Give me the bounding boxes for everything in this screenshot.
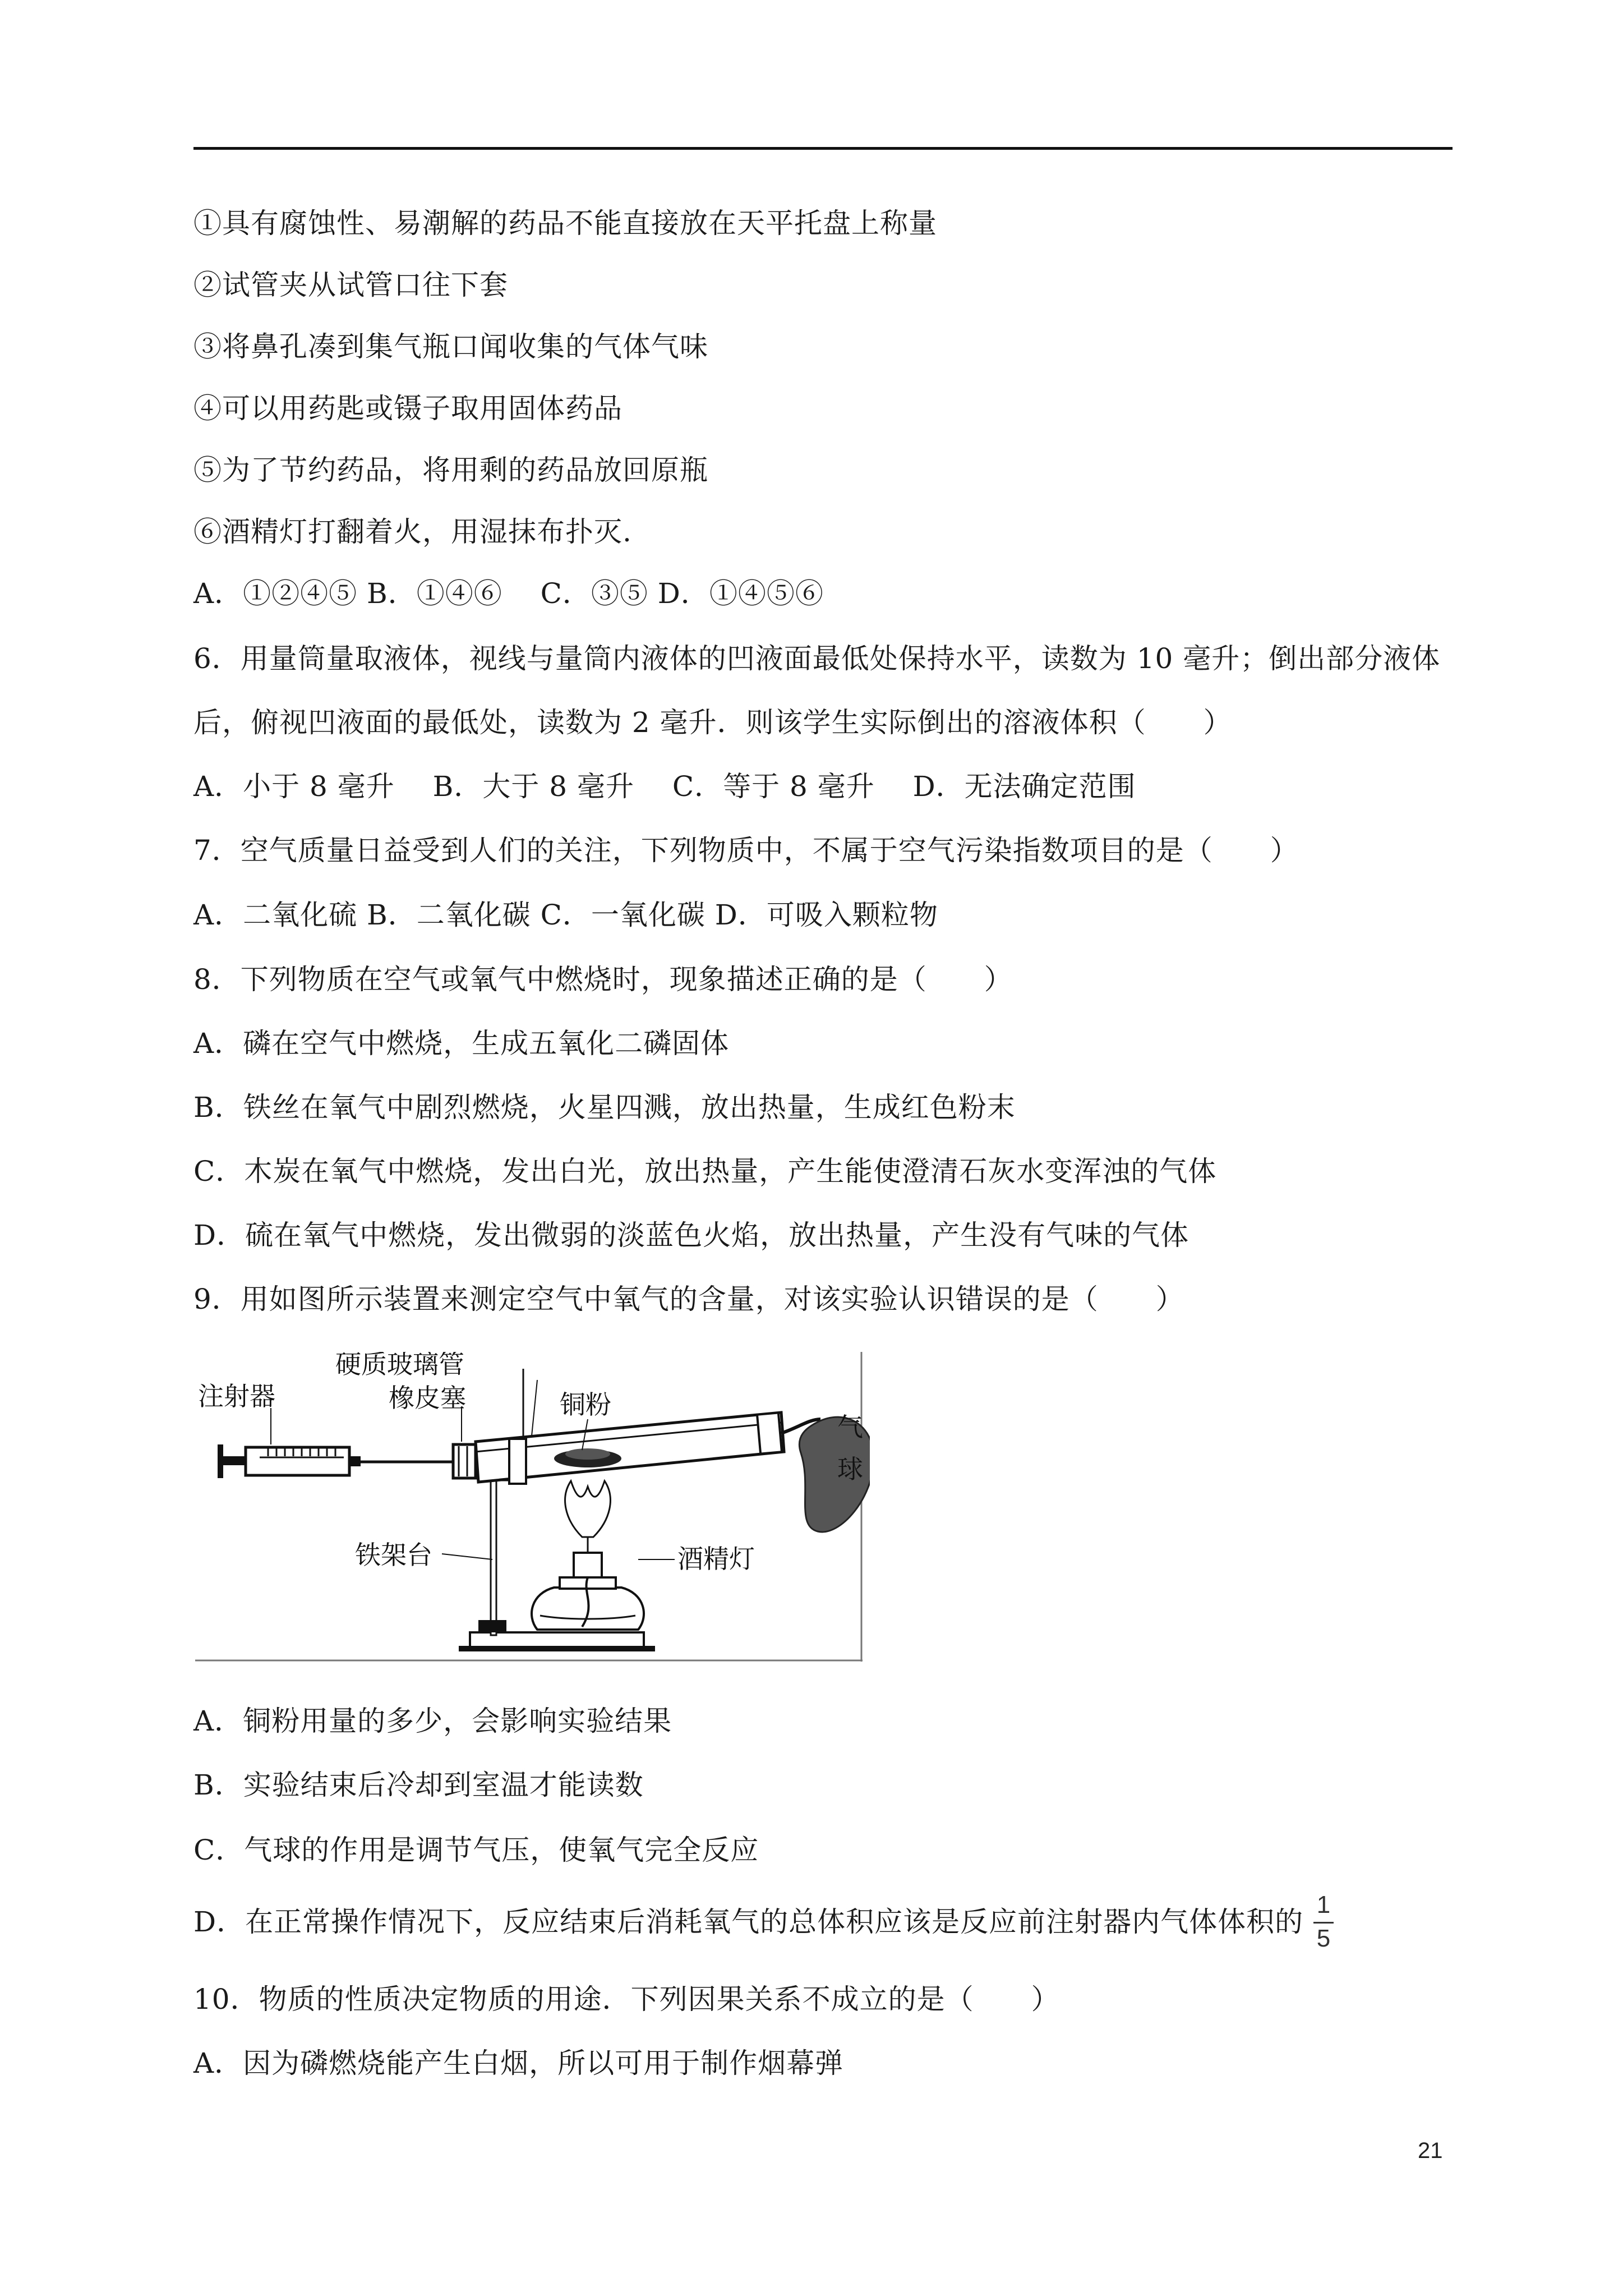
q8-option-a: A．磷在空气中燃烧，生成五氧化二磷固体 [193, 1027, 730, 1060]
statement-1: ①具有腐蚀性、易潮解的药品不能直接放在天平托盘上称量 [193, 207, 937, 240]
statement-2: ②试管夹从试管口往下套 [193, 269, 508, 301]
q5-options: A．①②④⑤ B．①④⑥ C．③⑤ D．①④⑤⑥ [193, 577, 824, 610]
q9-stem: 9．用如图所示装置来测定空气中氧气的含量，对该实验认识错误的是（ ） [193, 1283, 1184, 1315]
header-rule [193, 147, 1453, 150]
q8-option-d: D．硫在氧气中燃烧，发出微弱的淡蓝色火焰，放出热量，产生没有气味的气体 [193, 1219, 1189, 1251]
q8-option-c: C．木炭在氧气中燃烧，发出白光，放出热量，产生能使澄清石灰水变浑浊的气体 [193, 1155, 1217, 1188]
q10-option-a: A．因为磷燃烧能产生白烟，所以可用于制作烟幕弹 [193, 2047, 844, 2079]
fraction-bar [1313, 1922, 1334, 1924]
label-alcohol-lamp: 酒精灯 [677, 1544, 755, 1574]
label-rubber-stopper: 橡皮塞 [389, 1383, 466, 1413]
label-hard-glass-tube: 硬质玻璃管 [335, 1352, 464, 1379]
label-copper-powder: 铜粉 [560, 1389, 611, 1420]
statement-6: ⑥酒精灯打翻着火，用湿抹布扑灭. [193, 516, 632, 548]
q7-options: A．二氧化硫 B．二氧化碳 C．一氧化碳 D．可吸入颗粒物 [193, 899, 938, 931]
rubber-stopper [453, 1444, 476, 1478]
q6-stem-line1: 6．用量筒量取液体，视线与量筒内液体的凹液面最低处保持水平，读数为 10 毫升；倒出部分液体 [193, 642, 1441, 675]
fraction-one-fifth [1310, 1892, 1337, 1954]
statement-4: ④可以用药匙或镊子取用固体药品 [193, 392, 623, 425]
q6-stem-line2: 后，俯视凹液面的最低处，读数为 2 毫升．则该学生实际倒出的溶液体积（ ） [193, 706, 1232, 739]
stand-rod [491, 1467, 496, 1635]
q9-option-c: C．气球的作用是调节气压，使氧气完全反应 [193, 1834, 759, 1866]
statement-3: ③将鼻孔凑到集气瓶口闻收集的气体气味 [193, 330, 708, 363]
q9-option-b: B．实验结束后冷却到室温才能读数 [193, 1769, 644, 1801]
q10-stem: 10．物质的性质决定物质的用途．下列因果关系不成立的是（ ） [193, 1983, 1060, 2016]
label-iron-stand: 铁架台 [355, 1540, 432, 1570]
label-balloon-2: 球 [837, 1454, 863, 1484]
fraction-denominator: 5 [1316, 1925, 1331, 1952]
q8-option-b: B．铁丝在氧气中剧烈燃烧，火星四溅，放出热量，生成红色粉末 [193, 1091, 1016, 1124]
label-syringe: 注射器 [198, 1381, 275, 1411]
q9-option-d: D．在正常操作情况下，反应结束后消耗氧气的总体积应该是反应前注射器内气体体积的 [193, 1906, 1304, 1938]
alcohol-lamp [532, 1553, 644, 1630]
q9-option-a: A．铜粉用量的多少，会影响实验结果 [193, 1705, 672, 1737]
q8-stem: 8．下列物质在空气或氧气中燃烧时，现象描述正确的是（ ） [193, 963, 1013, 996]
flame [565, 1481, 611, 1554]
page-number: 21 [1418, 2138, 1443, 2163]
apparatus-figure [195, 1352, 870, 1662]
label-balloon-1: 气 [837, 1412, 863, 1442]
syringe-body [218, 1444, 453, 1478]
q6-options: A．小于 8 毫升 B．大于 8 毫升 C．等于 8 毫升 D．无法确定范围 [193, 770, 1136, 803]
statement-5: ⑤为了节约药品，将用剩的药品放回原瓶 [193, 454, 708, 486]
q7-stem: 7．空气质量日益受到人们的关注，下列物质中，不属于空气污染指数项目的是（ ） [193, 834, 1299, 867]
fraction-numerator: 1 [1316, 1891, 1331, 1918]
